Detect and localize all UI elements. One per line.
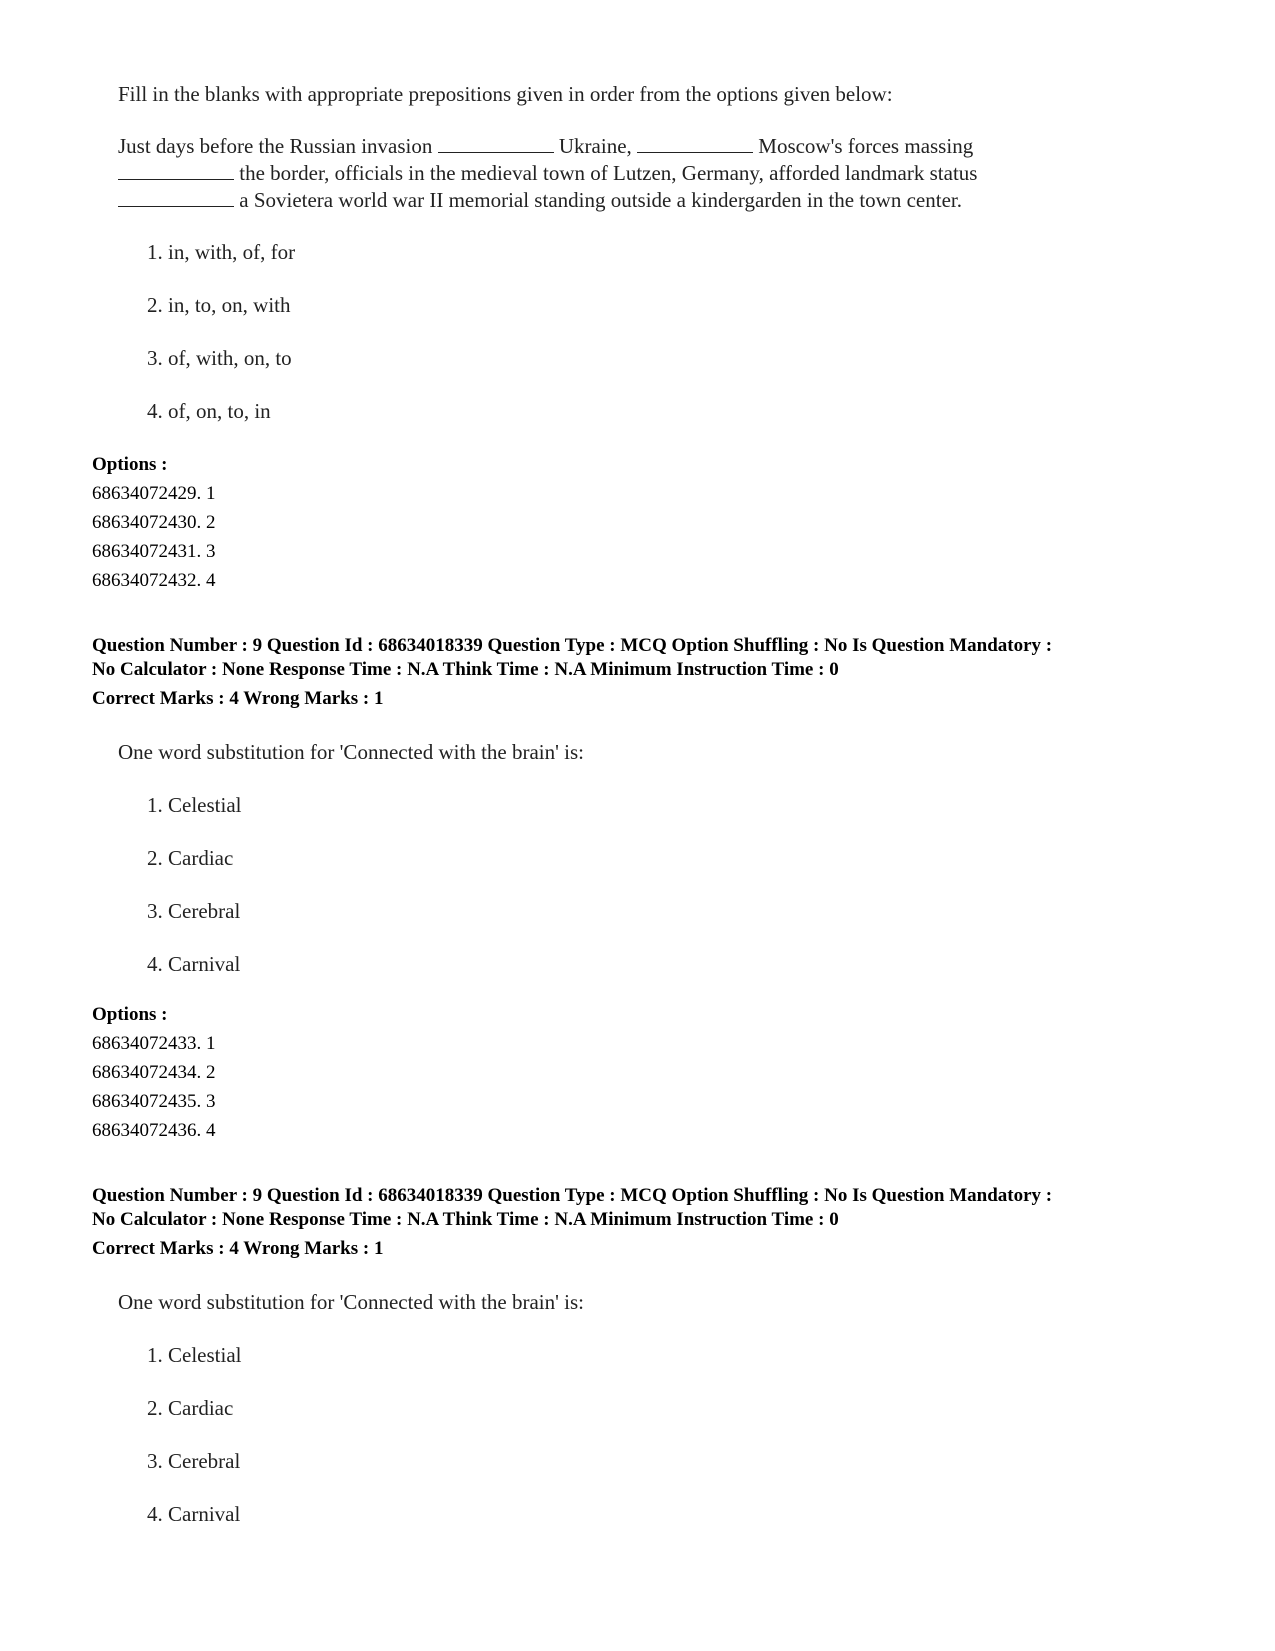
q9a-header-line-1: Question Number : 9 Question Id : 68634018339 Question Type : MCQ Option Shuffling : No Is Question Mandatory : [92, 635, 1053, 656]
blank-2 [637, 151, 753, 153]
q8-option-id-2: 68634072430. 2 [92, 512, 216, 533]
q8-passage-line-3 [118, 188, 962, 213]
q9b-marks: Correct Marks : 4 Wrong Marks : 1 [92, 1238, 384, 1259]
q9b-question: One word substitution for 'Connected with the brain' is: [118, 1290, 584, 1314]
q9a-choice-2: 2. Cardiac [147, 846, 234, 870]
q9a-option-id-3: 68634072435. 3 [92, 1091, 216, 1112]
q9a-option-id-2: 68634072434. 2 [92, 1062, 216, 1083]
q9a-question: One word substitution for 'Connected with the brain' is: [118, 740, 584, 764]
q9b-header-line-2: No Calculator : None Response Time : N.A Think Time : N.A Minimum Instruction Time : 0 [92, 1209, 839, 1230]
q8-option-id-1: 68634072429. 1 [92, 483, 216, 504]
q8-passage-line-2 [118, 161, 977, 186]
q9a-choice-4: 4. Carnival [147, 952, 241, 976]
q9a-option-id-4: 68634072436. 4 [92, 1120, 216, 1141]
q8-choice-2: 2. in, to, on, with [147, 293, 291, 317]
q9a-options-label: Options : [92, 1004, 168, 1025]
blank-1 [438, 151, 554, 153]
q9a-header-line-2: No Calculator : None Response Time : N.A Think Time : N.A Minimum Instruction Time : 0 [92, 659, 839, 680]
blank-3 [118, 178, 234, 180]
q8-option-id-4: 68634072432. 4 [92, 570, 216, 591]
q8-choice-4: 4. of, on, to, in [147, 399, 271, 423]
q9a-marks: Correct Marks : 4 Wrong Marks : 1 [92, 688, 384, 709]
q8-line1-part-b: Ukraine, [558, 134, 632, 158]
q8-line1-part-a: Just days before the Russian invasion [118, 134, 433, 158]
q9b-choice-1: 1. Celestial [147, 1343, 242, 1367]
q9b-choice-3: 3. Cerebral [147, 1449, 241, 1473]
q8-choice-1: 1. in, with, of, for [147, 240, 296, 264]
q8-choice-3: 3. of, with, on, to [147, 346, 292, 370]
q8-option-id-3: 68634072431. 3 [92, 541, 216, 562]
q8-line3-text: a Sovietera world war II memorial standing outside a kindergarden in the town center. [239, 188, 962, 212]
q8-passage-line-1 [118, 134, 973, 159]
q9a-choice-1: 1. Celestial [147, 793, 242, 817]
q8-line2-text: the border, officials in the medieval town of Lutzen, Germany, afforded landmark status [239, 161, 978, 185]
q8-instruction: Fill in the blanks with appropriate prepositions given in order from the options given below: [118, 82, 893, 106]
q9b-choice-4: 4. Carnival [147, 1502, 241, 1526]
q9a-choice-3: 3. Cerebral [147, 899, 241, 923]
q8-line1-part-c: Moscow's forces massing [758, 134, 974, 158]
q9a-option-id-1: 68634072433. 1 [92, 1033, 216, 1054]
blank-4 [118, 205, 234, 207]
q9b-header-line-1: Question Number : 9 Question Id : 68634018339 Question Type : MCQ Option Shuffling : No Is Question Mandatory : [92, 1185, 1053, 1206]
q8-options-label: Options : [92, 454, 168, 475]
q9b-choice-2: 2. Cardiac [147, 1396, 234, 1420]
